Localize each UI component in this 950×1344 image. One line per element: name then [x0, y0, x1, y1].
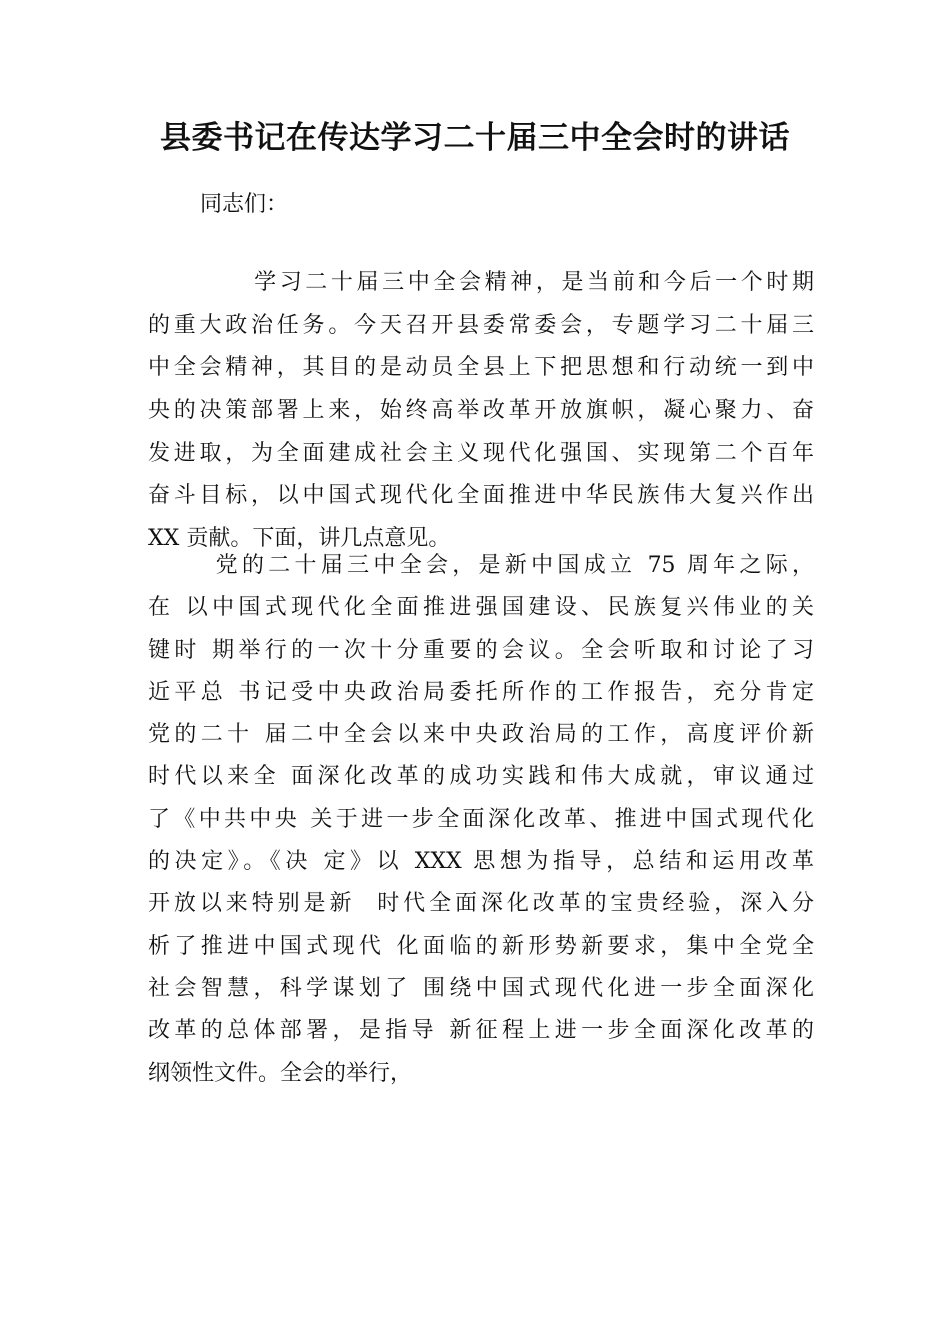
paragraph-line: 社会智慧，科学谋划了 围绕中国式现代化进一步全面深化 — [148, 975, 814, 1001]
paragraph-line: 时代以来全 面深化改革的成功实践和伟大成就，审议通过 — [148, 764, 814, 790]
paragraph-line: 中全会精神，其目的是动员全县上下把思想和行动统一到中 — [148, 355, 814, 381]
paragraph-line: XX 贡献。下面，讲几点意见。 — [148, 526, 451, 552]
paragraph-line: 了《中共中央 关于进一步全面深化改革、推进中国式现代化 — [148, 806, 814, 832]
paragraph-line: 奋斗目标，以中国式现代化全面推进中华民族伟大复兴作出 — [148, 483, 814, 509]
paragraph-line: 析了推进中国式现代 化面临的新形势新要求，集中全党全 — [148, 933, 814, 959]
paragraph-line: 纲领性文件。全会的举行， — [148, 1060, 413, 1086]
paragraph-2 — [148, 545, 814, 1095]
paragraph-line: 学习二十届三中全会精神，是当前和今后一个时期 — [148, 270, 814, 295]
salutation: 同志们： — [200, 192, 289, 217]
paragraph-line: 发进取，为全面建成社会主义现代化强国、实现第二个百年 — [148, 440, 814, 466]
paragraph-line: 央的决策部署上来，始终高举改革开放旗帜，凝心聚力、奋 — [148, 398, 814, 424]
paragraph-line: 的决定》。《决 定》以 XXX 思想为指导，总结和运用改革 — [148, 849, 814, 875]
paragraph-line: 的重大政治任务。今天召开县委常委会，专题学习二十届三 — [148, 312, 814, 338]
paragraph-1 — [148, 262, 814, 561]
document-title: 县委书记在传达学习二十届三中全会时的讲话 — [160, 120, 790, 156]
paragraph-line: 键时 期举行的一次十分重要的会议。全会听取和讨论了习 — [148, 637, 814, 663]
paragraph-line: 近平总 书记受中央政治局委托所作的工作报告，充分肯定 — [148, 679, 814, 705]
paragraph-line: 改革的总体部署，是指导 新征程上进一步全面深化改革的 — [148, 1018, 814, 1044]
paragraph-line: 党的二十届三中全会，是新中国成立 75 周年之际， — [148, 553, 814, 578]
paragraph-line: 开放以来特别是新 时代全面深化改革的宝贵经验，深入分 — [148, 891, 814, 917]
paragraph-line: 党的二十 届二中全会以来中央政治局的工作，高度评价新 — [148, 722, 814, 748]
paragraph-line: 在 以中国式现代化全面推进强国建设、民族复兴伟业的关 — [148, 595, 814, 621]
